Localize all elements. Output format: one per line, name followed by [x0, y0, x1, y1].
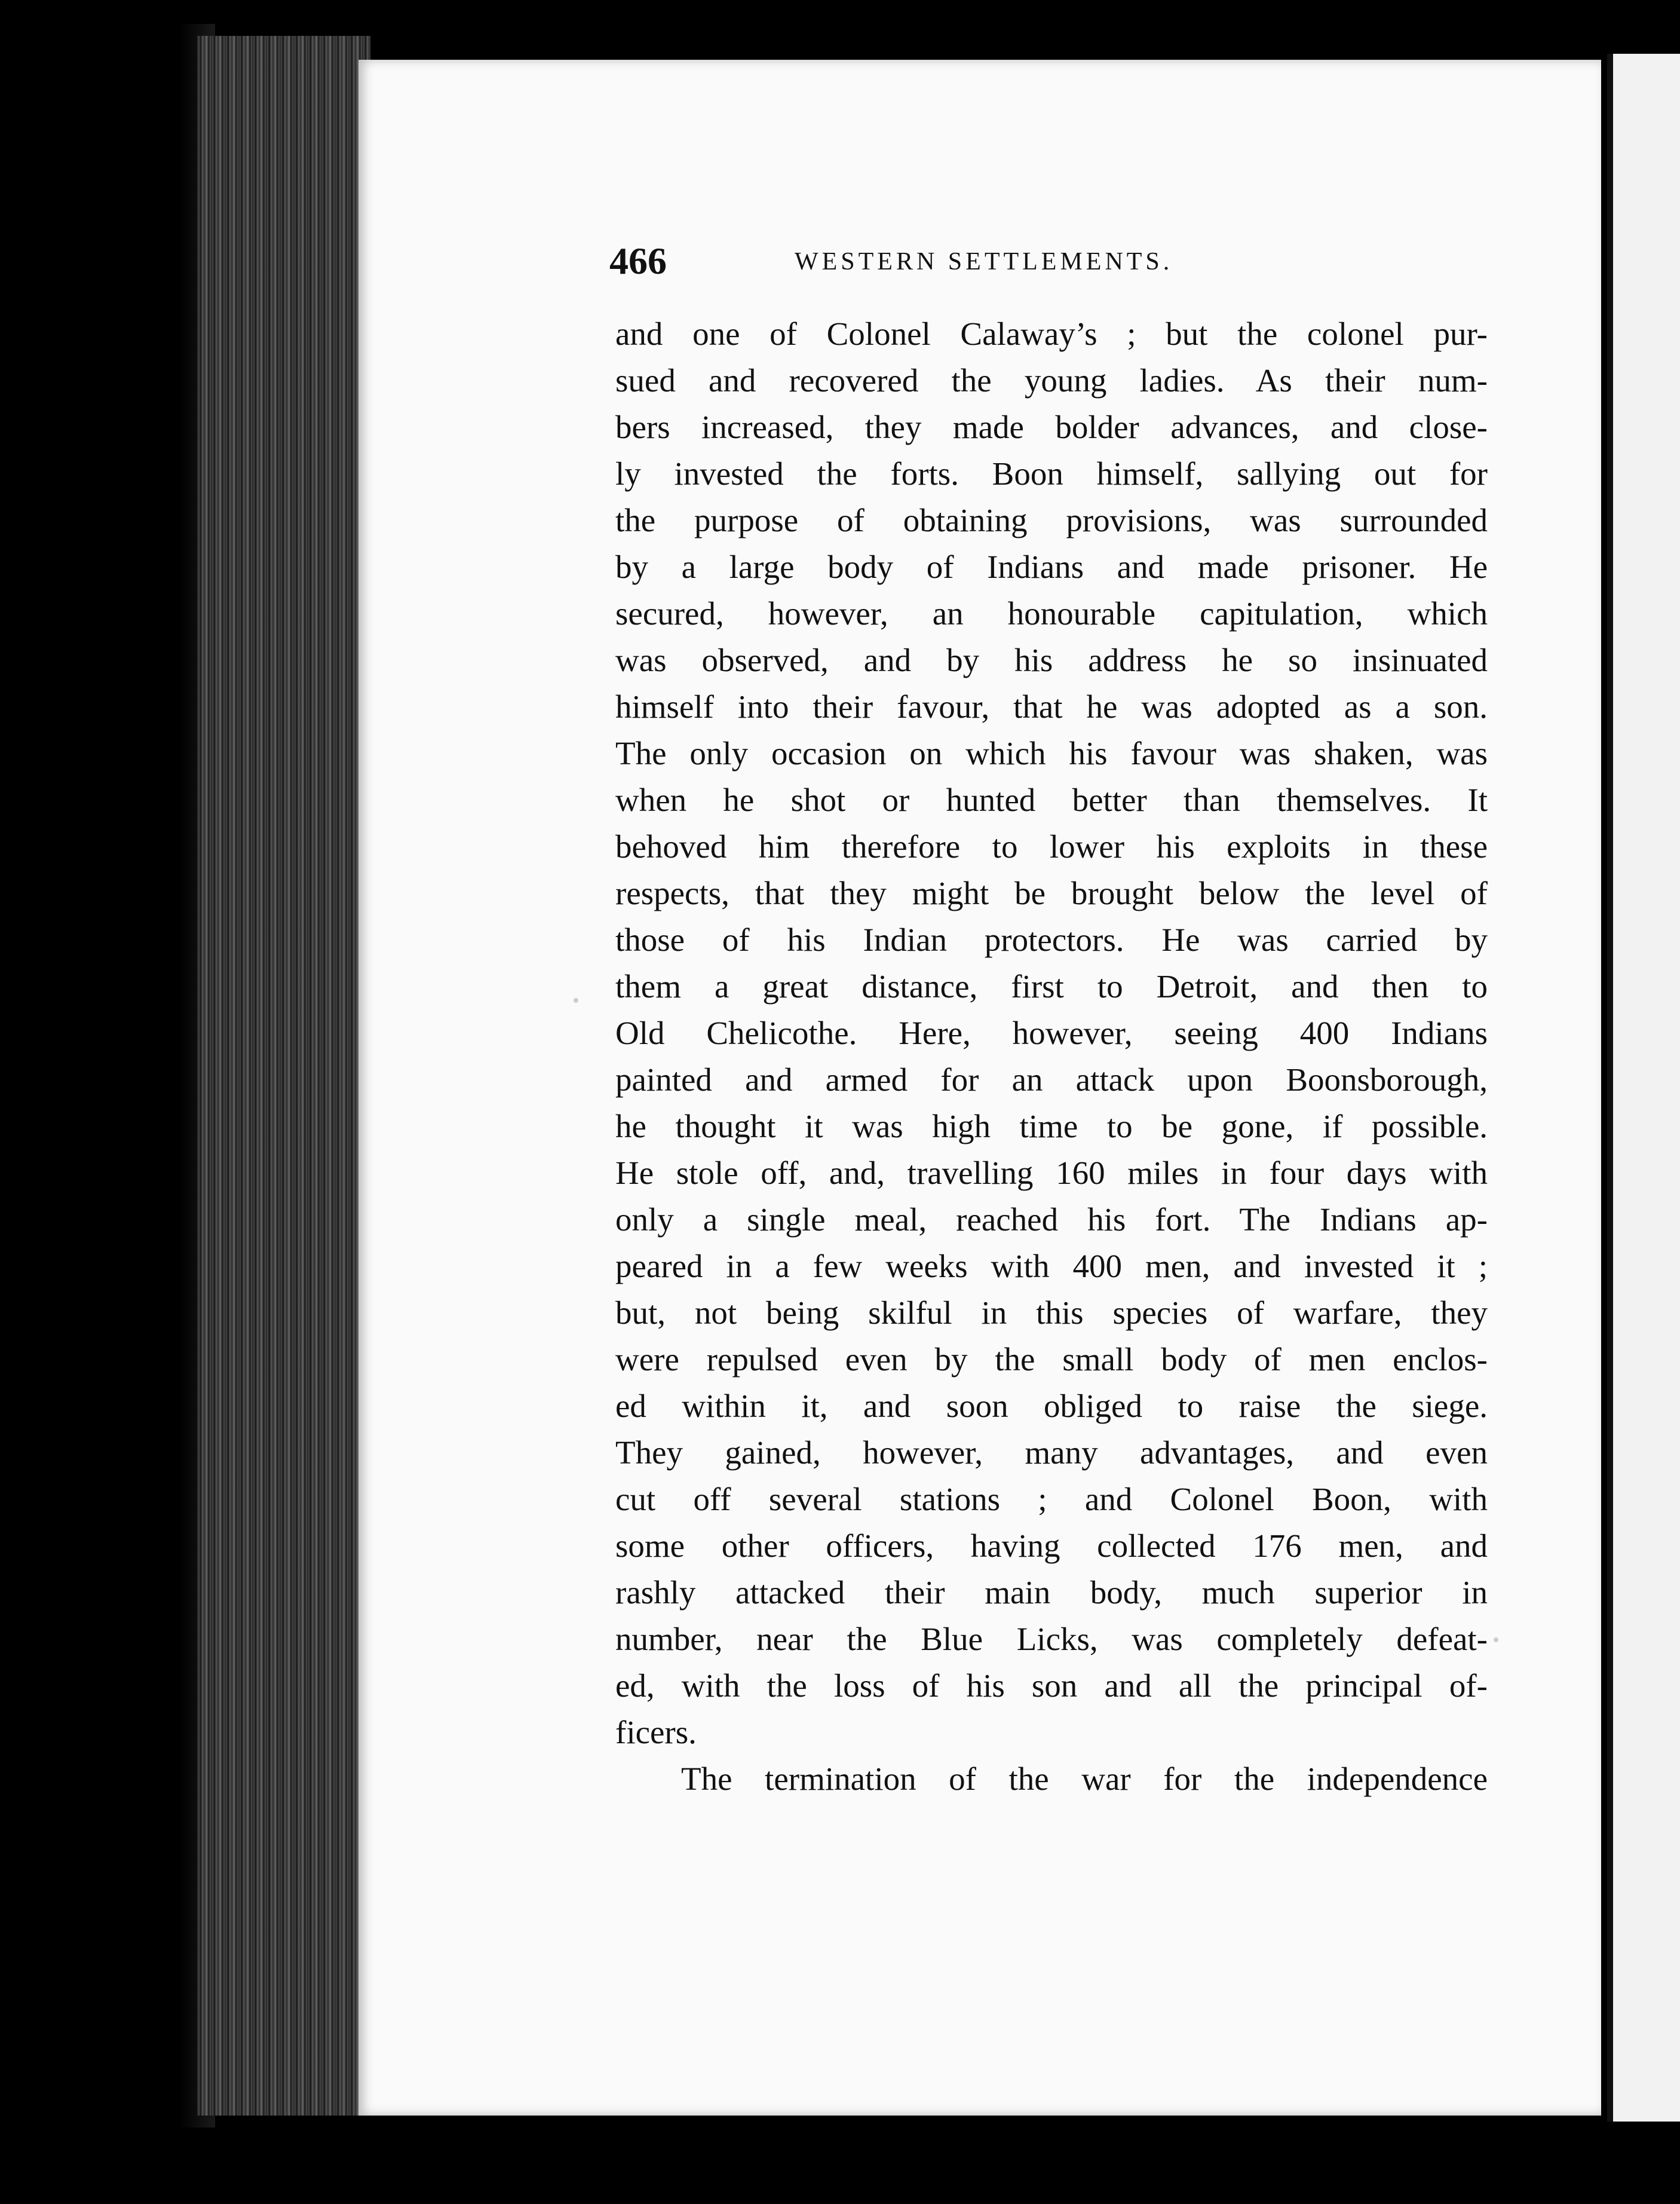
text-line: were repulsed even by the small body of men enclos-	[615, 1341, 1488, 1378]
body-text	[615, 311, 1488, 1802]
text-line: behoved him therefore to lower his exploits in these	[615, 828, 1488, 865]
text-line: he thought it was high time to be gone, if possible.	[615, 1108, 1488, 1144]
text-line: ly invested the forts. Boon himself, sallying out for	[615, 455, 1488, 492]
text-line: rashly attacked their main body, much superior in	[615, 1574, 1488, 1611]
text-line: bers increased, they made bolder advances, and close-	[615, 409, 1488, 445]
text-line: some other officers, having collected 176 men, and	[615, 1528, 1488, 1564]
text-line: peared in a few weeks with 400 men, and invested it ;	[615, 1248, 1488, 1284]
text-line: Old Chelicothe. Here, however, seeing 400 Indians	[615, 1015, 1488, 1051]
running-title: WESTERN SETTLEMENTS.	[795, 248, 1173, 276]
paragraph-start-line: The termination of the war for the independence	[681, 1761, 1488, 1797]
text-line: secured, however, an honourable capitulation, which	[615, 595, 1488, 632]
text-line: sued and recovered the young ladies. As their num-	[615, 362, 1488, 399]
text-line: only a single meal, reached his fort. The Indians ap-	[615, 1201, 1488, 1238]
text-line: He stole off, and, travelling 160 miles in four days with	[615, 1155, 1488, 1191]
text-line: respects, that they might be brought below the level of	[615, 875, 1488, 911]
page-speck	[574, 998, 578, 1003]
page-header	[609, 239, 1255, 293]
text-line: but, not being skilful in this species of warfare, they	[615, 1294, 1488, 1331]
text-line: them a great distance, first to Detroit, and then to	[615, 968, 1488, 1005]
text-line: and one of Colonel Calaway’s ; but the colonel pur-	[615, 316, 1488, 352]
text-line: was observed, and by his address he so insinuated	[615, 642, 1488, 678]
text-line: the purpose of obtaining provisions, was surrounded	[615, 502, 1488, 538]
text-line: They gained, however, many advantages, and even	[615, 1434, 1488, 1471]
text-line: ed, with the loss of his son and all the principal of-	[615, 1667, 1488, 1704]
text-line: himself into their favour, that he was adopted as a son.	[615, 688, 1488, 725]
text-line: number, near the Blue Licks, was completely defeat-	[615, 1621, 1488, 1657]
book-fore-edge	[197, 36, 370, 2116]
text-line: cut off several stations ; and Colonel Boon, with	[615, 1481, 1488, 1517]
text-line: The only occasion on which his favour was shaken, was	[615, 735, 1488, 772]
page-number: 466	[609, 240, 667, 282]
text-line: ed within it, and soon obliged to raise the siege.	[615, 1388, 1488, 1424]
next-page-edge	[1607, 54, 1680, 2122]
text-line: when he shot or hunted better than themselves. It	[615, 782, 1488, 818]
text-line: painted and armed for an attack upon Boonsborough,	[615, 1061, 1488, 1098]
text-line: those of his Indian protectors. He was carried by	[615, 922, 1488, 958]
page-speck	[1494, 1637, 1498, 1642]
text-line: by a large body of Indians and made prisoner. He	[615, 549, 1488, 585]
text-line: ficers.	[615, 1714, 697, 1750]
